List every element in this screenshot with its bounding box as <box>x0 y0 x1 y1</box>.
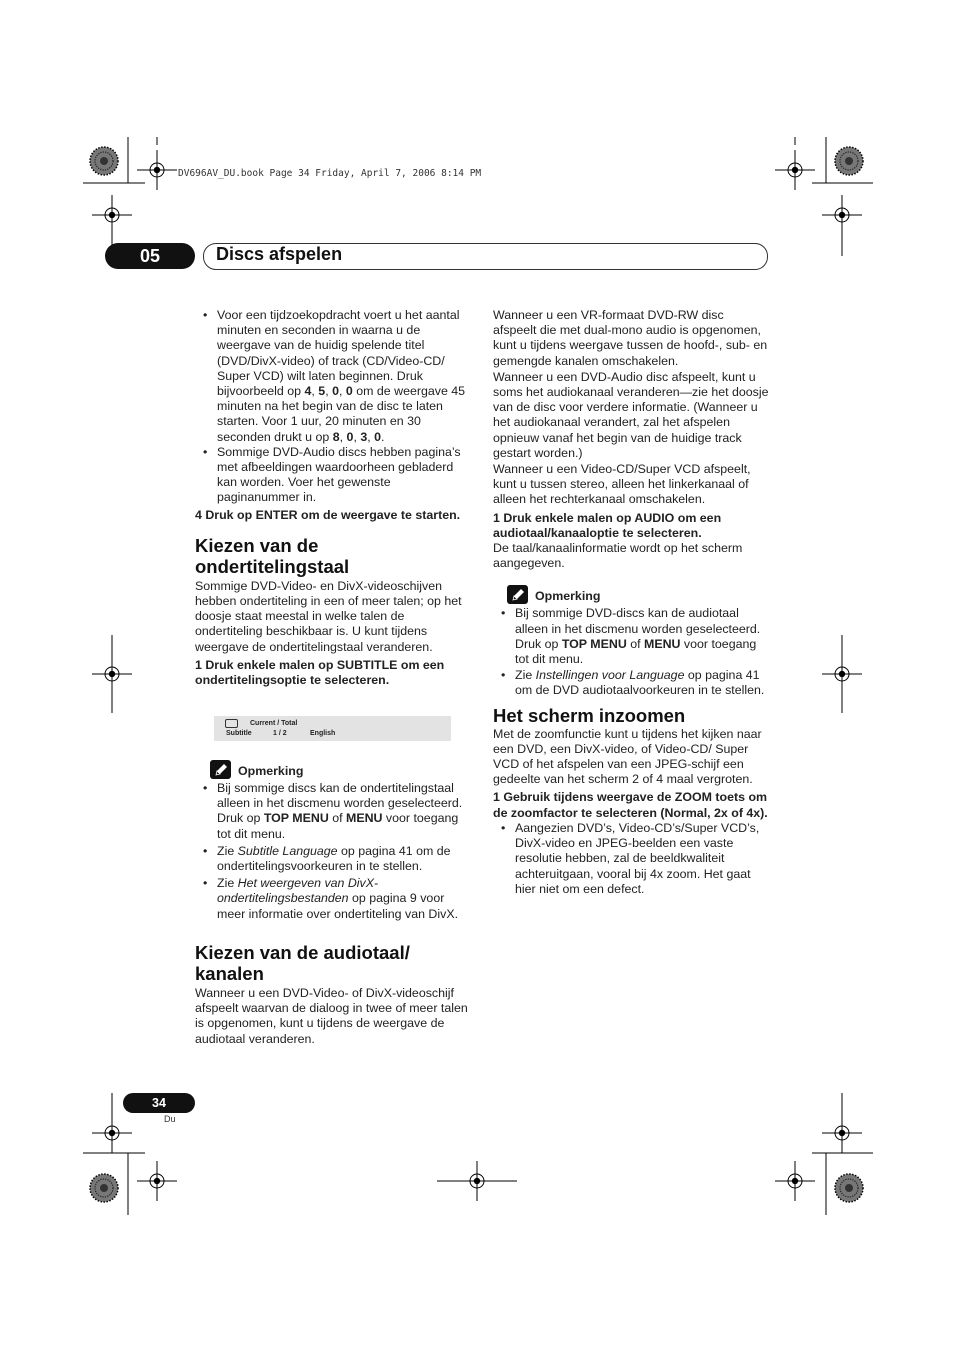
step-4: 4 Druk op ENTER om de weergave te starten. <box>195 507 461 522</box>
list-item: • Zie Instellingen voor Language op pagina 41 om de DVD audiotaalvoorkeuren in te stellen. <box>493 668 769 698</box>
note-label: Opmerking <box>238 764 304 778</box>
osd-label: Subtitle <box>226 730 252 737</box>
file-header: DV696AV_DU.book Page 34 Friday, April 7, 2006 8:14 PM <box>178 168 482 179</box>
note-label: Opmerking <box>535 589 601 604</box>
osd-language: English <box>310 730 336 737</box>
step-1-audio: 1 Druk enkele malen op AUDIO om een audiotaal/kanaaloptie te selecteren. <box>493 510 722 540</box>
list-item: • Bij sommige DVD-discs kan de audiotaal alleen in het discmenu worden geselecteerd. Druk op TOP MENU of MENU voor toegang tot dit menu. <box>493 606 769 667</box>
page-language: Du <box>164 1114 176 1124</box>
section-heading-audio: Kiezen van de audiotaal/ kanalen <box>195 942 410 984</box>
list-item: • Zie Het weergeven van DivX-ondertitelingsbestanden op pagina 9 voor meer informatie over ondertiteling van DivX. <box>195 876 471 922</box>
subtitle-body: Sommige DVD-Video- en DivX-videoschijven hebben ondertiteling in een of meer talen; op het doosje staat meestal in welke talen de ondertiteling beschikbaar is. U kunt tijdens weergave de ondertitelingstaal veranderen. <box>195 578 462 654</box>
section-heading-zoom: Het scherm inzoomen <box>493 704 686 726</box>
right-note <box>507 585 769 698</box>
audio-body: Wanneer u een DVD-Video- of DivX-videoschijf afspeelt waarvan de dialoog in twee of meer talen is opgenomen, kunt u tijdens de weergave de audiotaal veranderen. <box>195 986 468 1046</box>
list-item: • Aangezien DVD’s, Video-CD’s/Super VCD’s, DivX-video en JPEG-beelden een vaste resolutie hebben, zal de beeldkwaliteit achteruitgaan, vooral bij 4x zoom. Het gaat hier niet om een defect. <box>493 821 769 897</box>
pencil-icon <box>507 585 528 604</box>
step-1-zoom: 1 Gebruik tijdens weergave de ZOOM toets om de zoomfactor te selecteren (Normal, 2x of 4x). <box>493 790 768 820</box>
zoom-body: Met de zoomfunctie kunt u tijdens het kijken naar een DVD, een DivX-video, of Video-CD/ Super VCD of het afspelen van een JPEG-schijf een gedeelte van het scherm 2 of 4 maal vergroten. <box>493 726 762 787</box>
list-item: • Voor een tijdzoekopdracht voert u het aantal minuten en seconden in waarna u de weergave van de huidig spelende titel (DVD/DivX-video) of track (CD/Video-CD/ Super VCD) wilt laten beginnen. Druk bijvoorbeeld op 4, 5, 0, 0 om de weergave 45 minuten na het begin van de disc te laten starten. Voor 1 uur, 20 minuten en 30 seconden drukt u op 8, 0, 3, 0. <box>195 308 471 445</box>
audio-section <box>195 942 471 1047</box>
list-item: • Sommige DVD-Audio discs hebben pagina’s met afbeeldingen waardoorheen gebladerd kan worden. Voer het gewenste paginanummer in. <box>195 445 471 506</box>
list-item: • Bij sommige discs kan de ondertitelingstaal alleen in het discmenu worden geselecteerd. Druk op TOP MENU of MENU voor toegang tot dit menu. <box>195 781 471 842</box>
paragraph: Wanneer u een Video-CD/Super VCD afspeelt, kunt u tussen stereo, alleen het linkerkanaal of alleen het rechterkanaal omschakelen. <box>493 462 751 507</box>
chapter-number: 05 <box>105 243 195 269</box>
subtitle-icon <box>225 719 238 728</box>
right-column <box>493 308 769 897</box>
list-item: • Zie Subtitle Language op pagina 41 om de ondertitelingsvoorkeuren in te stellen. <box>195 844 471 874</box>
step-1-subtitle: 1 Druk enkele malen op SUBTITLE om een ondertitelingsoptie te selecteren. <box>195 657 445 688</box>
chapter-title: Discs afspelen <box>216 244 343 264</box>
paragraph: Wanneer u een DVD-Audio disc afspeelt, kunt u soms het audiokanaal veranderen—zie het doosje van de disc voor verdere informatie. (Wanneer u het audiokanaal verandert, zal het afspelen opnieuw vanaf het begin van de huidige track gestart worden.) <box>493 369 769 460</box>
section-heading-subtitle: Kiezen van de ondertitelingstaal <box>195 534 350 577</box>
page-number: 34 <box>123 1093 195 1113</box>
left-column <box>195 308 471 688</box>
pencil-icon <box>210 760 231 779</box>
osd-header: Current / Total <box>250 720 298 727</box>
subtitle-osd-display <box>214 716 451 741</box>
left-note <box>210 760 471 922</box>
step-1-note: De taal/kanaalinformatie wordt op het scherm aangegeven. <box>493 541 743 571</box>
osd-value: 1 / 2 <box>273 730 287 737</box>
paragraph: Wanneer u een VR-formaat DVD-RW disc afspeelt die met dual-mono audio is opgenomen, kunt u tijdens weergave tussen de hoofd-, sub- en gemengde kanalen omschakelen. <box>493 308 768 368</box>
